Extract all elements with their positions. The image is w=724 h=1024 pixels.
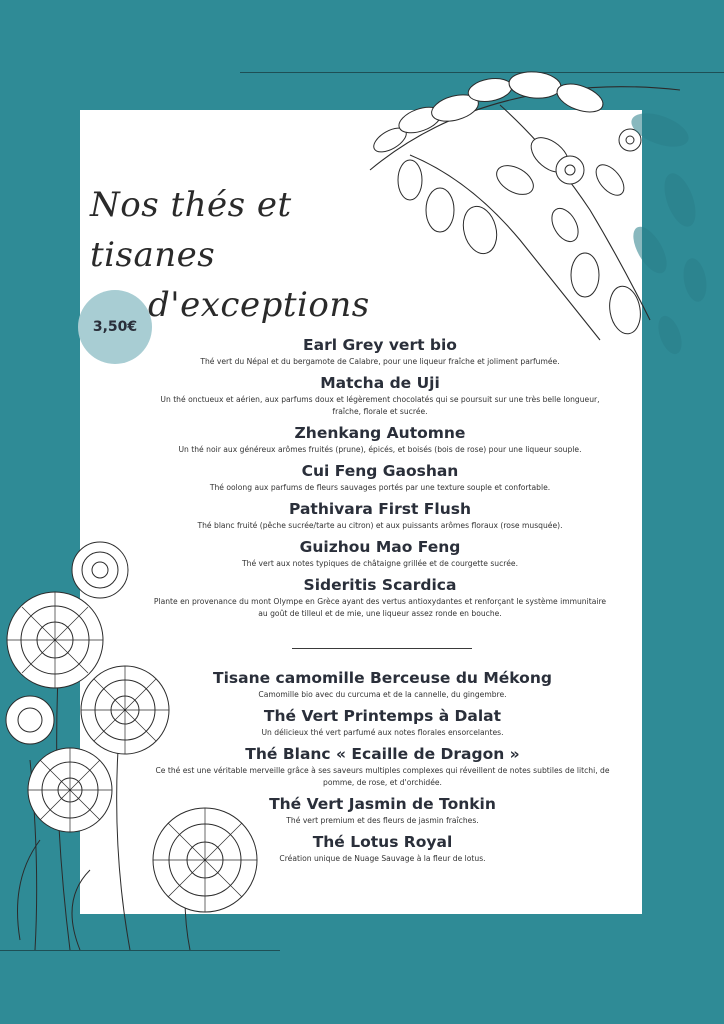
tea-name: Zhenkang Automne bbox=[294, 424, 466, 442]
tea-description: Thé vert aux notes typiques de châtaigne grillée et de courgette sucrée. bbox=[242, 559, 518, 568]
tea-description: Thé oolong aux parfums de fleurs sauvages portés par une texture souple et confortable. bbox=[209, 483, 551, 492]
tea-name: Sideritis Scardica bbox=[303, 576, 457, 594]
tisane-description: Un délicieux thé vert parfumé aux notes florales ensorcelantes. bbox=[261, 728, 504, 737]
tea-description: Un thé noir aux généreux arômes fruités (prune), épicés, et boisés (bois de rose) pour une liqueur souple. bbox=[178, 445, 582, 454]
tisane-name: Thé Lotus Royal bbox=[312, 833, 453, 851]
tisane-description: Thé vert premium et des fleurs de jasmin fraîches. bbox=[286, 816, 479, 825]
tea-description: Un thé onctueux et aérien, aux parfums doux et légèrement chocolatés qui se poursuit sur une très belle longueur, fraîche, florale et sucrée. bbox=[160, 395, 600, 416]
menu-title-line2: d'exceptions bbox=[148, 285, 370, 325]
tisane-description: Ce thé est une véritable merveille grâce à ses saveurs multiples complexes qui réveillent de notes subtiles de litchi, de pomme, de rose, et d'orchidée. bbox=[155, 766, 610, 787]
tea-name: Guizhou Mao Feng bbox=[299, 538, 461, 556]
price-badge: 3,50€ bbox=[78, 290, 152, 364]
tea-description: Thé vert du Népal et du bergamote de Calabre, pour une liqueur fraîche et joliment parfumée. bbox=[200, 357, 560, 366]
tea-description: Plante en provenance du mont Olympe en Grèce ayant des vertus antioxydantes et renforçant le système immunitaire au goût de tilleul et de mie, une liqueur assez ronde en bouche. bbox=[153, 597, 607, 618]
tisane-name: Tisane camomille Berceuse du Mékong bbox=[213, 669, 552, 687]
tea-name: Pathivara First Flush bbox=[289, 500, 471, 518]
tisane-name: Thé Vert Printemps à Dalat bbox=[263, 707, 502, 725]
tea-name: Cui Feng Gaoshan bbox=[301, 462, 459, 480]
tea-description: Thé blanc fruité (pêche sucrée/tarte au citron) et aux puissants arômes floraux (rose musquée). bbox=[197, 521, 563, 530]
tisane-description: Création unique de Nuage Sauvage à la fleur de lotus. bbox=[279, 854, 486, 863]
tea-name: Matcha de Uji bbox=[320, 374, 440, 392]
tisane-name: Thé Blanc « Ecaille de Dragon » bbox=[245, 745, 520, 763]
teas-section bbox=[150, 334, 610, 624]
tisane-name: Thé Vert Jasmin de Tonkin bbox=[269, 795, 496, 813]
section-divider bbox=[292, 648, 472, 649]
tea-name: Earl Grey vert bio bbox=[303, 336, 457, 354]
menu-title-line1: Nos thés et tisanes bbox=[90, 185, 292, 275]
tisanes-section bbox=[150, 667, 615, 869]
tisane-description: Camomille bio avec du curcuma et de la cannelle, du gingembre. bbox=[258, 690, 507, 699]
